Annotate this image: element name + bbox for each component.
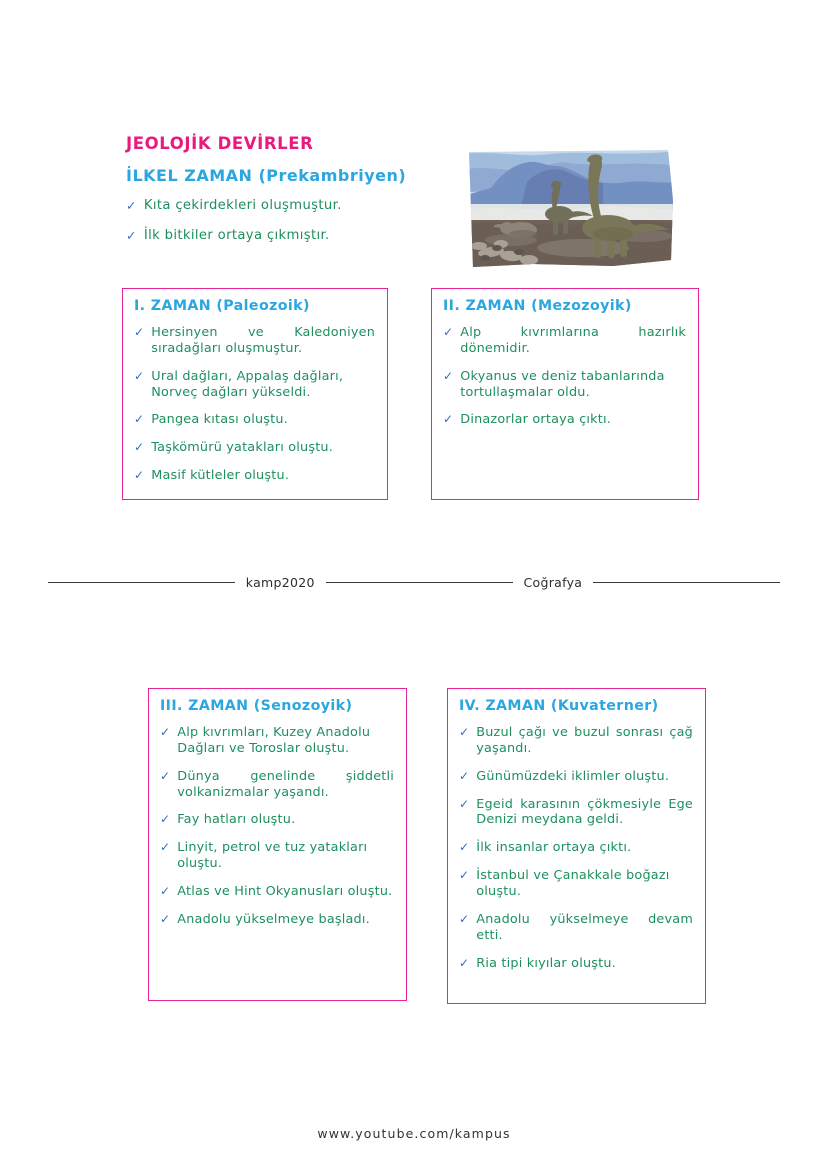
- list-item-label: Alp kıvrımları, Kuzey Anadolu Dağları ve Toroslar oluştu.: [177, 725, 371, 756]
- list-item: [443, 412, 686, 428]
- check-icon: ✓: [160, 812, 171, 827]
- list-item: [134, 468, 375, 484]
- check-icon: ✓: [160, 884, 171, 899]
- list-item: [459, 956, 693, 972]
- section-subtitle: İLKEL ZAMAN (Prekambriyen): [126, 166, 407, 185]
- list-item-label: Fay hatları oluştu.: [177, 812, 296, 828]
- check-icon: ✓: [459, 911, 470, 926]
- check-icon: ✓: [459, 955, 470, 970]
- era-item-list: [149, 725, 406, 928]
- check-icon: ✓: [160, 725, 171, 739]
- list-item: [126, 228, 426, 245]
- list-item: [160, 840, 394, 872]
- list-item-label: Masif kütleler oluştu.: [151, 468, 290, 484]
- list-item: [459, 797, 693, 829]
- check-icon: ✓: [459, 840, 470, 855]
- check-icon: ✓: [134, 325, 145, 339]
- check-icon: ✓: [459, 768, 470, 783]
- list-item-label: Atlas ve Hint Okyanusları oluştu.: [177, 884, 393, 900]
- list-item: [459, 769, 693, 785]
- check-icon: ✓: [134, 412, 145, 427]
- list-item-label: Anadolu yükselmeye devam etti.: [476, 911, 693, 943]
- list-item-label: Ria tipi kıyılar oluştu.: [476, 955, 616, 971]
- list-item-label: Hersinyen ve Kaledoniyen sıradağları oluşmuştur.: [151, 325, 375, 356]
- check-icon: ✓: [459, 868, 470, 883]
- list-item-label: Taşkömürü yatakları oluştu.: [151, 440, 333, 456]
- era-box-mesozoic: [431, 288, 699, 500]
- list-item-label: Dinazorlar ortaya çıktı.: [460, 412, 612, 428]
- check-icon: ✓: [126, 198, 137, 213]
- list-item: [134, 325, 375, 357]
- check-icon: ✓: [160, 768, 171, 783]
- list-item: [134, 440, 375, 456]
- era-box-title: IV. ZAMAN (Kuvaterner): [459, 698, 659, 714]
- list-item-label: Egeid karasının çökmesiyle Ege Denizi meydana geldi.: [476, 796, 693, 828]
- era-box-title: I. ZAMAN (Paleozoik): [134, 298, 310, 314]
- list-item-label: İlk insanlar ortaya çıktı.: [476, 840, 632, 856]
- era-item-list: [123, 325, 387, 484]
- list-item: [459, 840, 693, 856]
- era-box-title: III. ZAMAN (Senozoyik): [160, 698, 353, 714]
- dinosaur-landscape-illustration: [463, 148, 678, 278]
- list-item-label: İstanbul ve Çanakkale boğazı oluştu.: [476, 868, 670, 900]
- list-item-label: Ural dağları, Appalaş dağları, Norveç dağları yükseldi.: [151, 368, 344, 400]
- list-item: [160, 812, 394, 828]
- era-item-list: [432, 325, 698, 428]
- list-item-label: Kıta çekirdekleri oluşmuştur.: [143, 198, 342, 213]
- list-item: [459, 912, 693, 944]
- check-icon: ✓: [134, 468, 145, 483]
- check-icon: ✓: [160, 911, 171, 926]
- check-icon: ✓: [443, 368, 454, 383]
- check-icon: ✓: [459, 796, 470, 811]
- intro-list: [126, 198, 426, 257]
- list-item-label: Buzul çağı ve buzul sonrası çağ yaşandı.: [476, 725, 693, 756]
- list-item-label: İlk bitkiler ortaya çıkmıştır.: [143, 227, 330, 243]
- era-box-cenozoic: [148, 688, 407, 1001]
- footer-url: www.youtube.com/kampus: [317, 1126, 511, 1141]
- check-icon: ✓: [126, 227, 137, 243]
- divider-rule-right: [593, 582, 780, 583]
- check-icon: ✓: [134, 368, 145, 383]
- check-icon: ✓: [459, 725, 470, 739]
- divider-label-left: kamp2020: [245, 574, 315, 590]
- list-item: [134, 412, 375, 428]
- list-item: [160, 912, 394, 928]
- list-item: [134, 369, 375, 401]
- list-item: [459, 725, 693, 757]
- era-box-paleozoic: [122, 288, 388, 500]
- list-item: [160, 884, 394, 900]
- list-item-label: Okyanus ve deniz tabanlarında tortullaşmalar oldu.: [460, 368, 665, 400]
- list-item-label: Alp kıvrımlarına hazırlık dönemidir.: [460, 325, 686, 356]
- list-item: [160, 725, 394, 757]
- list-item-label: Linyit, petrol ve tuz yatakları oluştu.: [177, 840, 368, 872]
- era-item-list: [448, 725, 705, 971]
- check-icon: ✓: [134, 440, 145, 455]
- list-item-label: Anadolu yükselmeye başladı.: [177, 911, 370, 927]
- list-item: [160, 769, 394, 801]
- divider-rule-left: [48, 582, 235, 583]
- list-item: [459, 868, 693, 900]
- list-item-label: Pangea kıtası oluştu.: [151, 412, 288, 428]
- era-box-title: II. ZAMAN (Mezozoyik): [443, 298, 632, 314]
- list-item: [126, 198, 426, 215]
- list-item-label: Dünya genelinde şiddetli volkanizmalar yaşandı.: [177, 768, 394, 800]
- list-item-label: Günümüzdeki iklimler oluştu.: [476, 768, 670, 784]
- list-item: [443, 325, 686, 357]
- list-item: [443, 369, 686, 401]
- page-divider: [48, 571, 780, 593]
- check-icon: ✓: [443, 325, 454, 339]
- divider-label-right: Coğrafya: [523, 574, 583, 590]
- era-box-quaternary: [447, 688, 706, 1004]
- check-icon: ✓: [160, 840, 171, 855]
- page-title: JEOLOJİK DEVİRLER: [126, 134, 314, 153]
- divider-rule-middle: [326, 582, 513, 583]
- check-icon: ✓: [443, 412, 454, 427]
